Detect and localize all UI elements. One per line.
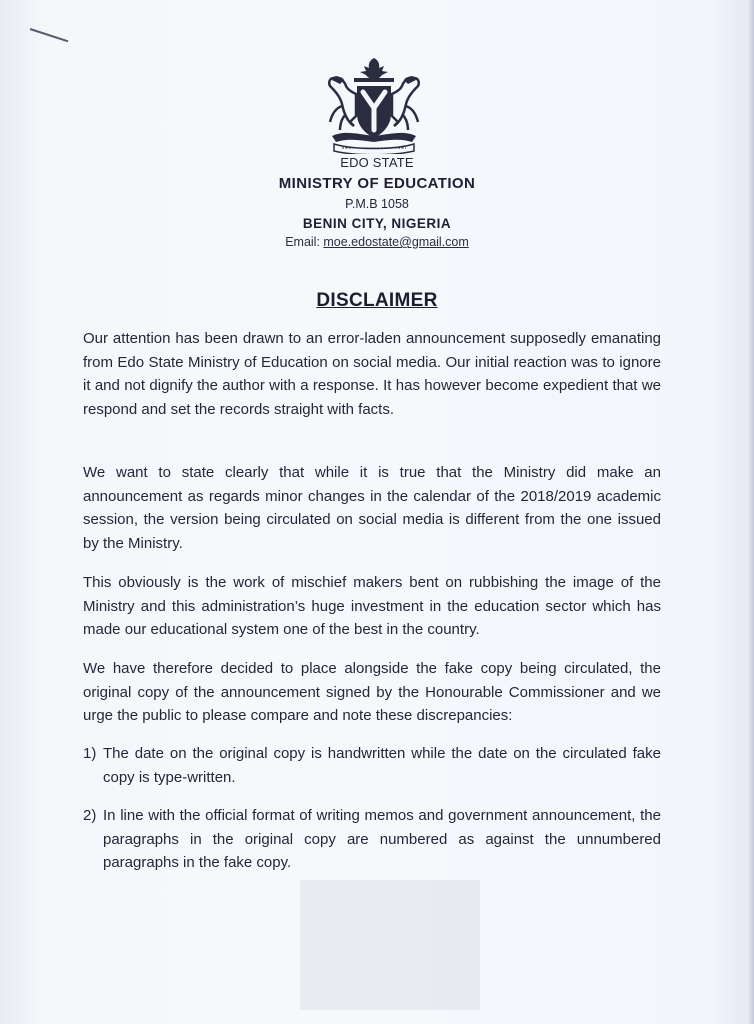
email-label: Email: bbox=[285, 235, 324, 249]
list-item bbox=[83, 742, 661, 789]
nigeria-coat-of-arms-icon bbox=[314, 56, 434, 154]
list-item bbox=[83, 804, 661, 875]
letterhead-ministry: MINISTRY OF EDUCATION bbox=[278, 175, 476, 192]
list-item-text: The date on the original copy is handwritten while the date on the circulated fake copy is type-written. bbox=[103, 745, 661, 786]
page-edge-shadow bbox=[748, 0, 754, 1024]
letterhead-state: EDO STATE bbox=[340, 155, 414, 170]
list-item-number: 2) bbox=[83, 807, 97, 824]
document-title: DISCLAIMER bbox=[316, 290, 438, 311]
bleed-through-shadow bbox=[290, 870, 490, 1020]
pen-stroke-mark bbox=[30, 28, 69, 42]
letterhead-city: BENIN CITY, NIGERIA bbox=[302, 216, 452, 231]
list-item-number: 1) bbox=[83, 745, 97, 762]
letterhead-email-line bbox=[0, 235, 754, 249]
paragraph-1: Our attention has been drawn to an error-laden announcement supposedly emanating from Edo State Ministry of Education on social media. Our initial reaction was to ignore it and not dignify the author with a response. It has however become expedient that we respond and set the records straight with facts. bbox=[83, 330, 661, 418]
paragraph-3: This obviously is the work of mischief makers bent on rubbishing the image of the Ministry and this administration’s huge investment in the education sector which has made our educational system one of the best in the country. bbox=[83, 574, 661, 638]
paragraph-2: We want to state clearly that while it is true that the Ministry did make an announcement as regards minor changes in the calendar of the 2018/2019 academic session, the version being circulated on social media is different from the one issued by the Ministry. bbox=[83, 464, 661, 552]
paragraph-4: We have therefore decided to place alongside the fake copy being circulated, the original copy of the announcement signed by the Honourable Commissioner and we urge the public to please compare and note these discrepancies: bbox=[83, 660, 661, 724]
list-item-text: In line with the official format of writing memos and government announcement, the paragraphs in the original copy are numbered as against the unnumbered paragraphs in the fake copy. bbox=[103, 807, 661, 871]
email-link[interactable]: moe.edostate@gmail.com bbox=[323, 235, 469, 249]
letterhead-pmb: P.M.B 1058 bbox=[345, 197, 409, 211]
